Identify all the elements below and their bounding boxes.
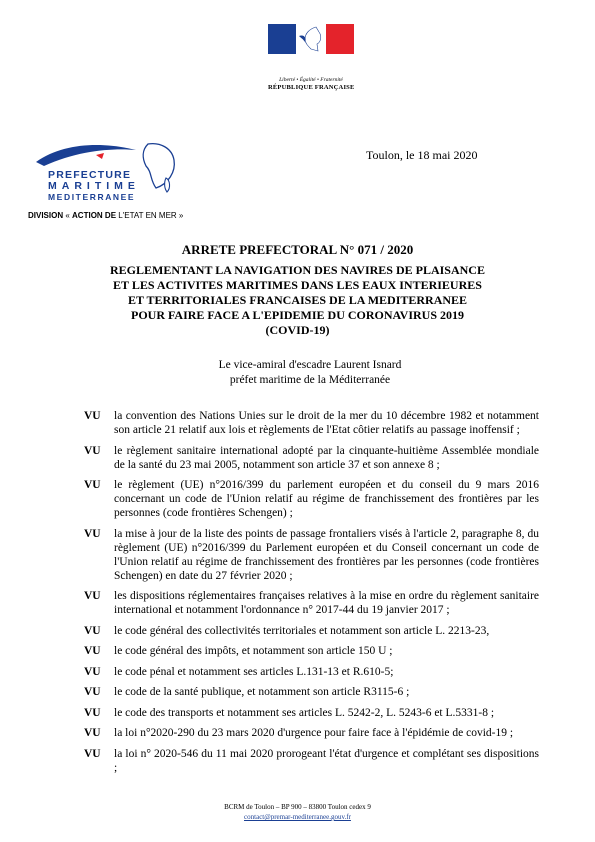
vu-item: [84, 444, 539, 472]
red-accent: [96, 153, 104, 159]
vu-list: [84, 409, 539, 781]
arrete-title: ARRETE PREFECTORAL N° 071 / 2020: [181, 242, 414, 257]
vu-text: le règlement (UE) n°2016/399 du parlement européen et du conseil du 9 mars 2016 concernant un code de l'Union relatif au régime de franchissement des frontières par les personnes (code frontières Schengen) ;: [114, 479, 539, 519]
vu-text: la loi n°2020-290 du 23 mars 2020 d'urgence pour faire face à l'épidémie de covid-19 ;: [114, 727, 514, 739]
vu-label: VU: [84, 479, 101, 491]
marianne-profile-icon: [296, 24, 326, 54]
republique-francaise-logo: [268, 24, 354, 91]
vu-text: le code général des impôts, et notamment son article 150 U ;: [114, 645, 393, 657]
vu-item: [84, 685, 539, 699]
republic-name: RÉPUBLIQUE FRANÇAISE: [268, 84, 355, 91]
vu-item: [84, 589, 539, 617]
vu-text: la convention des Nations Unies sur le droit de la mer du 10 décembre 1982 et notamment son article 21 relatif aux lois et règlements de l'Etat côtier relatifs au passage inoffensif ;: [114, 410, 539, 436]
vu-item: [84, 726, 539, 740]
arrete-subject: [60, 263, 535, 338]
vu-item: [84, 624, 539, 638]
tricolor-flag: [268, 24, 354, 54]
vu-text: le code pénal et notamment ses articles L.131-13 et R.610-5;: [114, 665, 394, 678]
vu-text: les dispositions réglementaires françaises relatives à la mise en ordre du règlement sanitaire international et notamment l'ordonnance n° 2017-44 du 19 janvier 2017 ;: [114, 590, 539, 616]
subject-line: POUR FAIRE FACE A L'EPIDEMIE DU CORONAVIRUS 2019: [130, 308, 465, 322]
vu-item: [84, 478, 539, 520]
division-quote-open: «: [63, 211, 73, 220]
maritime-word: MARITIME: [48, 180, 140, 192]
vu-text: le code général des collectivités territoriales et notamment son article L. 2213-23,: [114, 624, 490, 637]
division-label: DIVISION: [28, 211, 64, 220]
vu-item: [84, 747, 539, 775]
subject-line: ET LES ACTIVITES MARITIMES DANS LES EAUX INTERIEURES: [113, 278, 482, 292]
vu-item: [84, 644, 539, 658]
footer-address: BCRM de Toulon – BP 900 – 83800 Toulon cedex 9: [224, 803, 371, 811]
signatory-name: Le vice-amiral d'escadre Laurent Isnard: [218, 359, 402, 371]
vu-label: VU: [84, 590, 101, 602]
division-header: [28, 211, 183, 220]
vu-label: VU: [84, 686, 101, 698]
mediterranee-word: MEDITERRANEE: [48, 192, 136, 202]
subject-line: REGLEMENTANT LA NAVIGATION DES NAVIRES DE PLAISANCE: [110, 263, 485, 277]
vu-label: VU: [84, 706, 101, 719]
page-footer: [0, 802, 595, 822]
vu-label: VU: [84, 727, 101, 739]
france-map-icon: [143, 144, 174, 192]
vu-label: VU: [84, 444, 101, 457]
document-date: Toulon, le 18 mai 2020: [366, 148, 478, 162]
swoosh-shape: [36, 145, 136, 166]
footer-email-link[interactable]: contact@premar-mediterranee.gouv.fr: [244, 813, 351, 821]
prefecture-maritime-logo: [34, 140, 184, 205]
subject-line: ET TERRITORIALES FRANCAISES DE LA MEDITERRANEE: [127, 293, 468, 307]
vu-item: [84, 665, 539, 679]
vu-label: VU: [84, 665, 101, 678]
vu-text: le code des transports et notamment ses articles L. 5242-2, L. 5243-6 et L.5331-8 ;: [114, 706, 495, 719]
division-name-rest: L'ETAT EN MER »: [116, 211, 184, 220]
vu-text: le code de la santé publique, et notamment son article R3115-6 ;: [114, 686, 410, 698]
vu-label: VU: [84, 410, 101, 422]
vu-label: VU: [84, 645, 101, 657]
division-name-bold: ACTION DE: [72, 211, 117, 220]
vu-text: la mise à jour de la liste des points de passage frontaliers visés à l'article 2, paragraphe 8, du règlement (UE) n°2016/399 du Parlement européen et du Conseil concernant un code de l'Union relatif au régime de franchissement des frontières par les personnes (code frontières Schengen) en date du 27 février 2020 ;: [114, 527, 539, 582]
signatory-block: [160, 358, 460, 388]
vu-text: la loi n° 2020-546 du 11 mai 2020 prorogeant l'état d'urgence et complétant ses dispositions ;: [114, 747, 539, 774]
vu-text: le règlement sanitaire international adopté par la cinquante-huitième Assemblée mondiale de la santé du 23 mai 2005, notamment son article 37 et son annexe 8 ;: [114, 444, 539, 471]
subject-line: (COVID-19): [265, 323, 330, 337]
vu-item: [84, 409, 539, 437]
vu-label: VU: [84, 747, 101, 760]
vu-label: VU: [84, 527, 101, 540]
vu-item: [84, 527, 539, 583]
republic-motto: Liberté • Égalité • Fraternité: [279, 77, 343, 83]
signatory-title: préfet maritime de la Méditerranée: [229, 374, 391, 386]
vu-item: [84, 706, 539, 720]
prefecture-word: PREFECTURE: [48, 169, 132, 181]
vu-label: VU: [84, 624, 101, 637]
